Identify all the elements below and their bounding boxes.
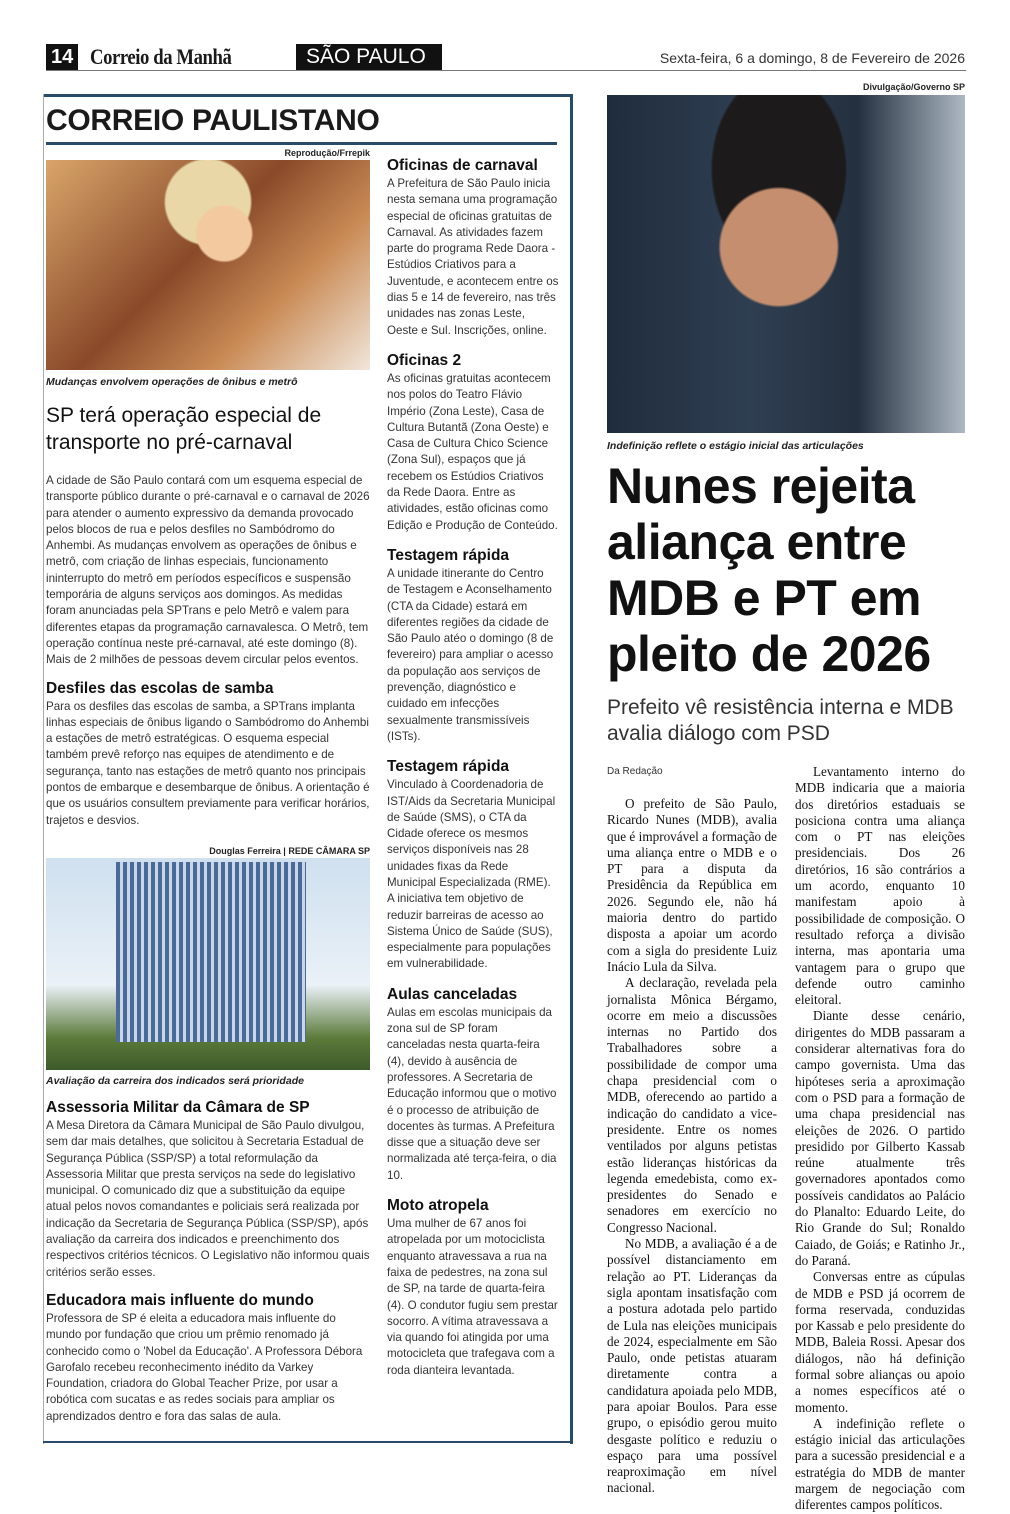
paragraph: Levantamento interno do MDB indicaria que a maioria dos diretórios estaduais se posiciona contra uma aliança com o PT nas eleições presidenciais. Dos 26 diretórios, 16 são contrários a um acordo, enquanto 10 manifestam apoio à possibilidade de composição. O resultado reforça a divisão interna, mas apontaria uma vantagem para o grupo que defende outro caminho eleitoral. xyxy=(795,764,965,1008)
carnival-dancer-photo xyxy=(46,160,370,370)
main-headline: Nunes rejeita aliança entre MDB e PT em pleito de 2026 xyxy=(607,458,931,682)
photo-credit: Reprodução/Frrepik xyxy=(284,148,370,158)
paragraph: A Mesa Diretora da Câmara Municipal de São Paulo divulgou, sem dar mais detalhes, que solicitou à Secretaria Estadual de Segurança Pública (SSP/SP) a total reformulação da Assessoria Militar que presta serviços na sede do legislativo municipal. O comunicado diz que a substituição da equipe atual pelos novos comandantes e policiais será realizada por indicação da Secretaria de Segurança Pública (SSP/SP), após avaliação da carreira dos indicados e preenchimento dos respectivos critérios técnicos. O Legislativo não informou quais critérios serão esses. xyxy=(46,1119,370,1279)
note-title: Testagem rápida xyxy=(387,758,510,776)
note-title: Aulas canceladas xyxy=(387,985,518,1003)
building-shape xyxy=(116,862,306,1042)
header-rule xyxy=(46,70,966,71)
subheading: Desfiles das escolas de samba xyxy=(46,679,274,697)
paragraph: A declaração, revelada pela jornalista Mônica Bérgamo, ocorre em meio a discussões internas no Partido dos Trabalhadores sobre a possibilidade de compor uma chapa presidencial com o MDB, oferecendo ao partido a indicação do candidato a vice-presidente. Entre os nomes ventilados por alguns petistas estão lideranças históricas da legenda emedebista, como ex-presidentes do Senado e senadores em exercício no Congresso Nacional. xyxy=(607,975,777,1235)
photo-caption: Indefinição reflete o estágio inicial das articulações xyxy=(607,440,864,452)
page-number: 14 xyxy=(46,44,78,70)
note-body: A unidade itinerante do Centro de Testagem e Aconselhamento (CTA da Cidade) estará em diferentes regiões da cidade de São Paulo atéo o domingo (8 de fevereiro) para ampliar o acesso da população aos serviços de prevenção, diagnóstico e cuidado em infecções sexualmente transmissíveis (ISTs). xyxy=(387,566,554,743)
article-headline: SP terá operação especial de transporte no pré-carnaval xyxy=(46,404,322,454)
note-body: As oficinas gratuitas acontecem nos polos do Teatro Flávio Império (Zona Leste), Casa de Cultura Butantã (Zona Oeste) e Casa de Cultura Chico Science (Zona Sul), espaços que já recebem os Estúdios Criativos da Rede Daora. Entre as atividades, estão oficinas como Edição e Produção de Conteúdo. xyxy=(387,371,558,532)
photo-caption: Avaliação da carreira dos indicados será prioridade xyxy=(46,1075,304,1087)
paragraph: No MDB, a avaliação é a de possível distanciamento em relação ao PT. Lideranças da sigla apontam insatisfação com a postura adotada pelo partido de Lula nas eleições municipais de 2024, especialmente em São Paulo, onde petistas atuaram diretamente contra a candidatura apoiada pelo MDB, para apoiar Boulos. Para esse grupo, o episódio gerou muito desgaste político e reduziu o espaço para uma possível reaproximação em nível nacional. xyxy=(607,1236,777,1496)
note-body: Aulas em escolas municipais da zona sul de SP foram canceladas nesta quarta-feira (4), devido à ausência de professores. A Secretaria de Educação informou que o motivo é o processo de atribuição de docentes às turmas. A Prefeitura disse que a situação deve ser normalizada até terça-feira, o dia 10. xyxy=(387,1005,557,1182)
subheading: Educadora mais influente do mundo xyxy=(46,1291,314,1309)
main-body-col1 xyxy=(607,796,777,1497)
section-label: SÃO PAULO xyxy=(296,44,442,70)
photo-caption: Mudanças envolvem operações de ônibus e metrô xyxy=(46,376,298,388)
note-title: Oficinas de carnaval xyxy=(387,157,538,174)
note-body: Uma mulher de 67 anos foi atropelada por um motociclista enquanto atravessava a rua na faixa de pedestres, na zona sul de SP, na tarde de quarta-feira (4). O condutor fugiu sem prestar socorro. A vítima atravessava a via quando foi atingida por uma motocicleta que trafegava com a roda dianteira levantada. xyxy=(387,1217,558,1377)
photo-credit: Divulgação/Governo SP xyxy=(862,82,965,92)
note-body: Vinculado à Coordenadoria de IST/Aids da Secretaria Municipal de Saúde (SMS), o CTA da Cidade oferece os mesmos serviços disponíveis nas 28 unidades fixas da Rede Municipal Especializada (RME). A iniciativa tem objetivo de reduzir barreiras de acesso ao Sistema Único de Saúde (SUS), especialmente para populações em vulnerabilidade. xyxy=(387,778,556,971)
paragraph: A indefinição reflete o estágio inicial das articulações para a sucessão presidencial e a estratégia do MDB de manter margem de negociação com diferentes campos políticos. xyxy=(795,1415,965,1513)
issue-date: Sexta-feira, 6 a domingo, 8 de Fevereiro de 2026 xyxy=(659,50,965,66)
article-body xyxy=(46,473,370,839)
note-body: A Prefeitura de São Paulo inicia nesta semana uma programação especial de oficinas gratuitas de Carnaval. As atividades fazem parte do programa Rede Daora - Estúdios Criativos para a Juventude, e acontecem entre os dias 5 e 14 de fevereiro, nas três unidades nas zonas Leste, Oeste e Sul. Inscrições, online. xyxy=(387,177,559,337)
byline: Da Redação xyxy=(607,766,663,777)
main-body-col2 xyxy=(795,764,965,1514)
notes-body xyxy=(46,1098,370,1435)
note-title: Moto atropela xyxy=(387,1197,489,1215)
box-border-left xyxy=(43,94,44,1444)
photo-credit: Douglas Ferreira | REDE CÂMARA SP xyxy=(209,846,370,856)
box-border-right xyxy=(570,94,573,1444)
note-title: Oficinas 2 xyxy=(387,351,462,369)
ricardo-nunes-portrait xyxy=(607,95,965,433)
camara-building-photo xyxy=(46,858,370,1070)
note-title: Testagem rápida xyxy=(387,546,510,564)
masthead-logo: Correio da Manhã xyxy=(90,44,232,69)
paragraph: Para os desfiles das escolas de samba, a SPTrans implanta linhas especiais de ônibus ligando o Sambódromo do Anhembi a estações de metrô estratégicas. O esquema especial também prevê reforço nas equipes de atendimento e de segurança, tanto nas estações de metrô quanto nos principais pontos de embarque e desembarque de ônibus. A orientação é que os usuários consultem previamente para verificar horários, trajetos e desvios. xyxy=(46,699,370,827)
notes-column xyxy=(387,156,559,1391)
paragraph: Diante desse cenário, dirigentes do MDB passaram a considerar alternativas fora do campo governista. Uma das hipóteses seria a aproximação com o PSD para a formação de uma chapa presidencial nas eleições de 2026. O partido presidido por Gilberto Kassab reúne atualmente três governadores apontados como possíveis candidatos ao Palácio do Planalto: Eduardo Leite, do Rio Grande do Sul; Ronaldo Caiado, de Goiás; e Ratinho Jr., do Paraná. xyxy=(795,1008,965,1268)
box-border-top xyxy=(43,94,573,97)
column-title: CORREIO PAULISTANO xyxy=(46,104,380,137)
paragraph: O prefeito de São Paulo, Ricardo Nunes (MDB), avalia que é improvável a formação de uma aliança entre o MDB e o PT para a disputa da Presidência da República em 2026. Segundo ele, não há maioria dentro do partido disposta a apoiar um acordo com a sigla do presidente Luiz Inácio Lula da Silva. xyxy=(607,796,777,974)
paragraph: Professora de SP é eleita a educadora mais influente do mundo por fundação que criou um prêmio renomado já conhecido como o 'Nobel da Educação'. A Professora Débora Garofalo recebeu reconhecimento inédito da Varkey Foundation, criadora do Global Teacher Prize, por usar a robótica com sucatas e as redes sociais para ampliar os aprendizados dentro e fora das salas de aula. xyxy=(46,1311,363,1423)
main-subhead: Prefeito vê resistência interna e MDB avalia diálogo com PSD xyxy=(607,696,954,745)
column-title-rule xyxy=(46,142,557,145)
paragraph: A cidade de São Paulo contará com um esquema especial de transporte público durante o pré-carnaval e o carnaval de 2026 para atender o aumento expressivo da demanda provocado pelos blocos de rua e pelos desfiles no Sambódromo do Anhembi. As mudanças envolvem as operações de ônibus e metrô, com criação de linhas especiais, funcionamento ininterrupto do metrô em períodos específicos e suspensão temporária de alguns serviços aos domingos. As medidas foram anunciadas pela SPTrans e pelo Metrô e valem para diferentes etapas da programação carnavalesca. O Metrô, tem operação contínua neste pré-carnaval, até este domingo (8). Mais de 2 milhões de pessoas devem circular pelos eventos. xyxy=(46,474,370,667)
subheading: Assessoria Militar da Câmara de SP xyxy=(46,1099,310,1116)
paragraph: Conversas entre as cúpulas de MDB e PSD já ocorrem de forma reservada, conduzidas por Kassab e pelo presidente do MDB, Baleia Rossi. Apesar dos diálogos, não há definição formal sobre alianças ou apoio a nomes específicos até o momento. xyxy=(795,1269,965,1415)
box-border-bottom xyxy=(43,1441,573,1443)
